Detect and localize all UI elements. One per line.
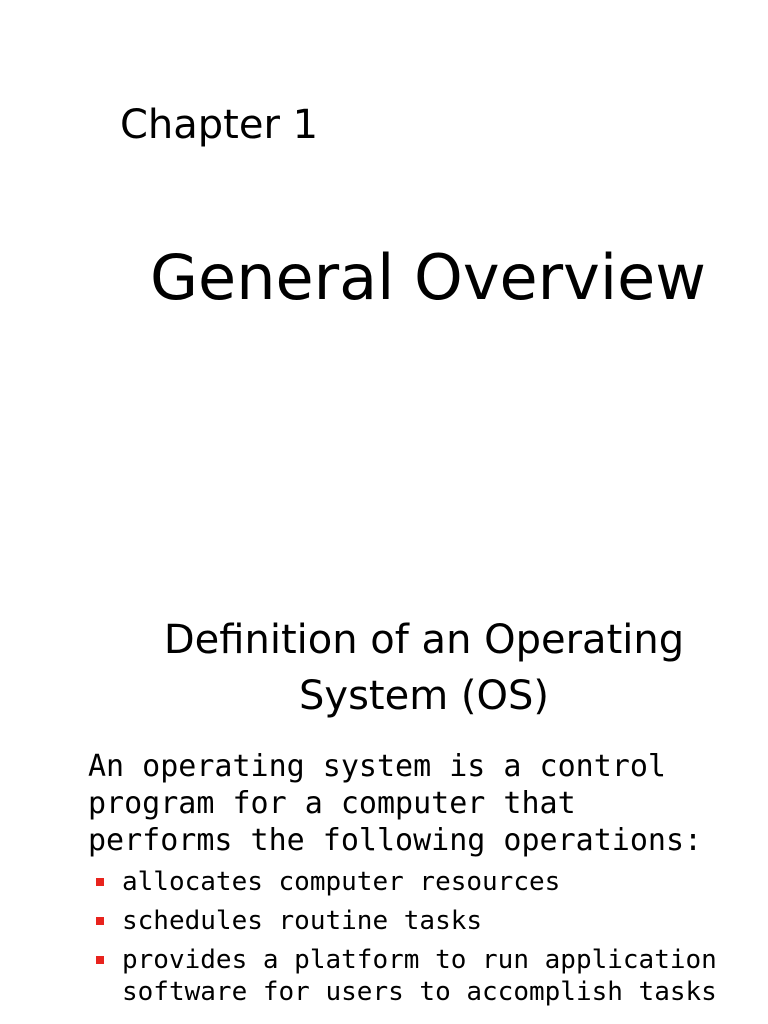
operations-list: [96, 866, 717, 1015]
intro-line: performs the following operations:: [88, 823, 703, 858]
list-item: [96, 944, 717, 1008]
list-item: [96, 905, 717, 937]
section-heading-line: System (OS): [299, 673, 549, 719]
intro-line: An operating system is a control: [88, 749, 666, 784]
list-item-text-continued: software for users to accomplish tasks: [122, 977, 717, 1007]
square-bullet-icon: [96, 917, 104, 925]
square-bullet-icon: [96, 956, 104, 964]
list-item: [96, 866, 717, 898]
square-bullet-icon: [96, 878, 104, 886]
chapter-label: Chapter 1: [120, 102, 319, 148]
page-title: General Overview: [150, 241, 706, 314]
intro-line: program for a computer that: [88, 786, 576, 821]
section-heading-line: Definition of an Operating: [163, 617, 685, 663]
intro-paragraph: [88, 748, 702, 859]
section-heading: [130, 612, 718, 724]
list-item-text: provides a platform to run application: [122, 945, 717, 975]
list-item-text: allocates computer resources: [122, 867, 561, 897]
list-item-text: schedules routine tasks: [122, 906, 483, 936]
